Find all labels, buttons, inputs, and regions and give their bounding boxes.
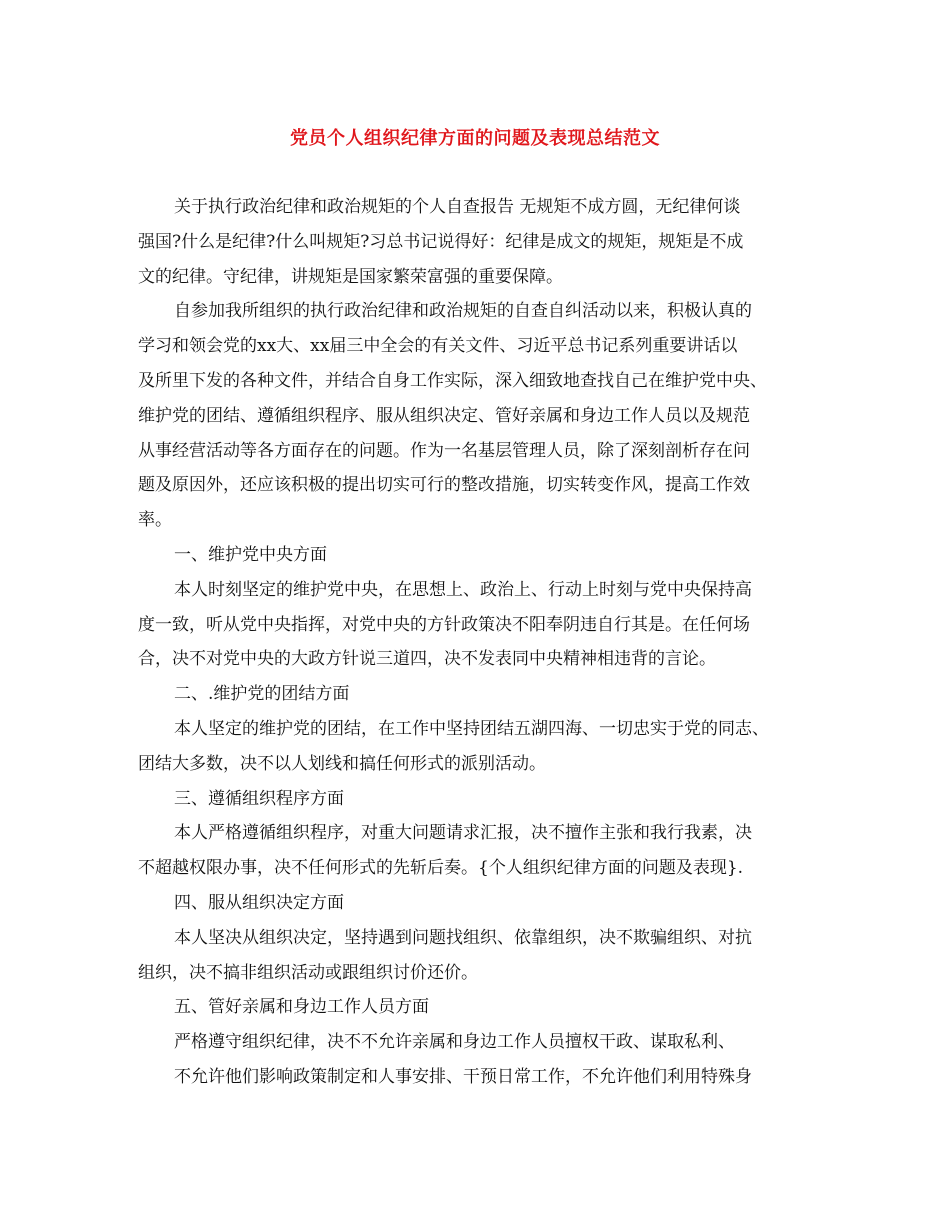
paragraph-line: 自参加我所组织的执行政治纪律和政治规矩的自查自纠活动以来，积极认真的 bbox=[174, 301, 752, 322]
section-heading: 一、维护党中央方面 bbox=[174, 544, 327, 565]
document-body bbox=[138, 190, 818, 1095]
paragraph-line: 题及原因外，还应该积极的提出切实可行的整改措施，切实转变作风，提高工作效 bbox=[138, 475, 750, 496]
section-heading: 四、服从组织决定方面 bbox=[174, 892, 344, 913]
paragraph-line: 不超越权限办事，决不任何形式的先斩后奏。{个人组织纪律方面的问题及表现}. bbox=[138, 858, 744, 879]
paragraph-line: 率。 bbox=[138, 510, 172, 531]
paragraph-line: 及所里下发的各种文件，并结合自身工作实际，深入细致地查找自己在维护党中央、 bbox=[138, 370, 767, 391]
paragraph-line: 本人坚决从组织决定，坚持遇到问题找组织、依靠组织，决不欺骗组织、对抗 bbox=[174, 927, 752, 948]
section-heading: 二、.维护党的团结方面 bbox=[174, 684, 350, 705]
paragraph-line: 维护党的团结、遵循组织程序、服从组织决定、管好亲属和身边工作人员以及规范 bbox=[138, 405, 750, 426]
paragraph-line: 组织，决不搞非组织活动或跟组织讨价还价。 bbox=[138, 962, 478, 983]
paragraph-line: 从事经营活动等各方面存在的问题。作为一名基层管理人员，除了深刻剖析存在问 bbox=[138, 440, 750, 461]
paragraph-line: 关于执行政治纪律和政治规矩的个人自查报告 无规矩不成方圆，无纪律何谈 bbox=[174, 197, 741, 217]
paragraph-line: 学习和领会党的xx大、xx届三中全会的有关文件、习近平总书记系列重要讲话以 bbox=[138, 336, 738, 357]
paragraph-line: 强国?什么是纪律?什么叫规矩?习总书记说得好：纪律是成文的规矩，规矩是不成 bbox=[138, 231, 744, 252]
paragraph-line: 合，决不对党中央的大政方针说三道四，决不发表同中央精神相违背的言论。 bbox=[138, 649, 716, 670]
paragraph-line: 严格遵守组织纪律，决不不允许亲属和身边工作人员擅权干政、谋取私利、 bbox=[174, 1032, 735, 1053]
paragraph-line: 本人严格遵循组织程序，对重大问题请求汇报，决不擅作主张和我行我素，决 bbox=[174, 823, 752, 844]
paragraph-line: 团结大多数，决不以人划线和搞任何形式的派别活动。 bbox=[138, 753, 546, 774]
document-title: 党员个人组织纪律方面的问题及表现总结范文 bbox=[290, 128, 660, 149]
section-heading: 五、管好亲属和身边工作人员方面 bbox=[174, 997, 429, 1018]
paragraph-line: 文的纪律。守纪律，讲规矩是国家繁荣富强的重要保障。 bbox=[138, 266, 563, 287]
paragraph-line: 不允许他们影响政策制定和人事安排、干预日常工作，不允许他们利用特殊身 bbox=[174, 1066, 752, 1087]
paragraph-line: 本人时刻坚定的维护党中央，在思想上、政治上、行动上时刻与党中央保持高 bbox=[174, 579, 752, 600]
paragraph-line: 本人坚定的维护党的团结，在工作中坚持团结五湖四海、一切忠实于党的同志、 bbox=[174, 718, 769, 739]
section-heading: 三、遵循组织程序方面 bbox=[174, 788, 344, 809]
paragraph-line: 度一致，听从党中央指挥，对党中央的方针政策决不阳奉阴违自行其是。在任何场 bbox=[138, 614, 750, 635]
